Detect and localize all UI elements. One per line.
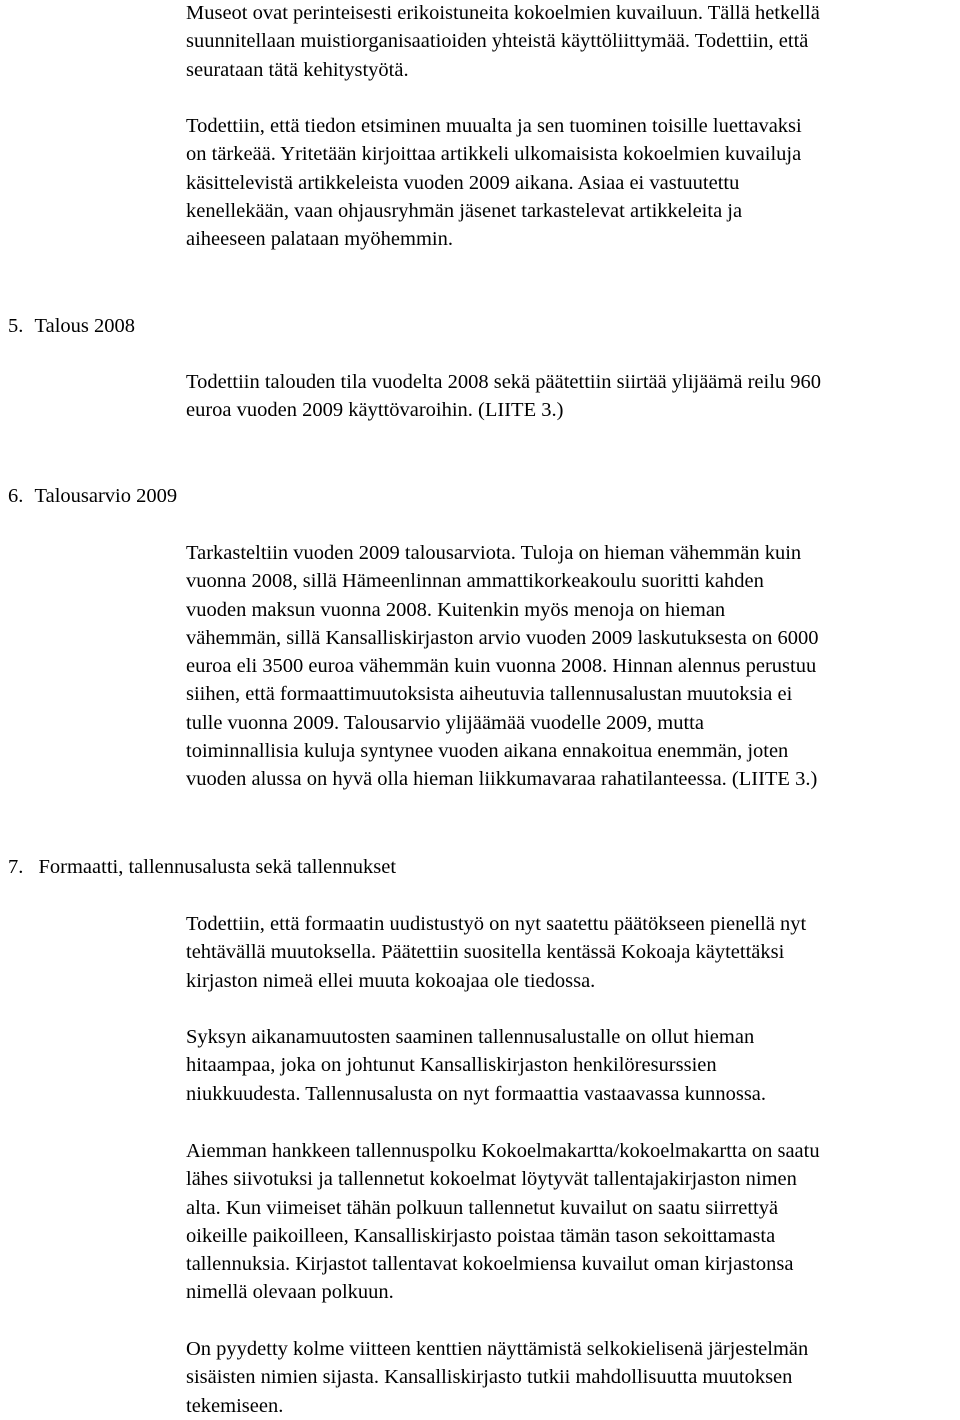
text-line: niukkuudesta. Tallennusalusta on nyt formaattia vastaavassa kunnossa. [186,1082,767,1105]
section-7-paragraph-tallennuspolku [186,1137,956,1307]
section-title: Talousarvio 2009 [34,485,178,507]
section-number: 6. [8,485,24,507]
text-line: On pyydetty kolme viitteen kenttien näyttämistä selkokielisenä järjestelmän [186,1338,809,1360]
text-line: tulle vuonna 2009. Talousarvio ylijäämää vuodelle 2009, mutta [186,711,704,734]
section-7-heading [8,853,396,881]
text-line: hitaampaa, joka on johtunut Kansalliskirjaston henkilöresurssien [186,1054,717,1077]
text-line: käsittelevistä artikkeleista vuoden 2009 aikana. Asiaa ei vastuutettu [186,171,740,194]
text-line: kirjaston nimeä ellei muuta kokoajaa ole tiedossa. [186,969,596,992]
text-line: Todettiin, että formaatin uudistustyö on nyt saatettu päätökseen pienellä nyt [186,913,807,935]
text-line: Tarkasteltiin vuoden 2009 talousarviota. Tuloja on hieman vähemmän kuin [186,542,802,564]
section-6-paragraph [186,539,956,794]
text-line: euroa vuoden 2009 käyttövaroihin. (LIITE 3.) [186,399,564,422]
text-line: tekemiseen. [186,1394,284,1417]
text-line: euroa eli 3500 euroa vähemmän kuin vuonna 2008. Hinnan alennus perustuu [186,655,817,678]
text-line: vuoden maksun vuonna 2008. Kuitenkin myös menoja on hieman [186,598,726,621]
text-line: vähemmän, sillä Kansalliskirjaston arvio vuoden 2009 laskutuksesta on 6000 [186,626,819,649]
text-line: alta. Kun viimeiset tähän polkuun tallennetut kuvailut on saatu siirrettyä [186,1196,779,1219]
text-line: aiheeseen palataan myöhemmin. [186,228,453,251]
section-title: Formaatti, tallennusalusta sekä tallennukset [38,856,397,878]
text-line: vuonna 2008, sillä Hämeenlinnan ammattikorkeakoulu suoritti kahden [186,570,764,593]
section-number: 5. [8,315,24,337]
text-line: Todettiin talouden tila vuodelta 2008 sekä päätettiin siirtää ylijäämä reilu 960 [186,371,822,393]
text-line: toiminnallisia kuluja syntynee vuoden aikana ennakoitua enemmän, joten [186,740,789,763]
section-6-heading [8,482,177,510]
text-line: oikeille paikoilleen, Kansalliskirjasto poistaa tämän tason sekoittamasta [186,1224,776,1247]
text-line: Todettiin, että tiedon etsiminen muualta ja sen tuominen toisille luettavaksi [186,115,802,137]
intro-paragraph [186,0,956,84]
text-line: Syksyn aikanamuutosten saaminen tallennusalustalle on ollut hieman [186,1026,755,1048]
text-line: on tärkeää. Yritetään kirjoittaa artikkeli ulkomaisista kokoelmien kuvailuja [186,143,802,166]
text-line: Museot ovat perinteisesti erikoistuneita kokoelmien kuvailuun. Tällä hetkellä [186,2,820,24]
section-number: 7. [8,856,24,878]
articles-paragraph [186,112,956,253]
text-line: suunnitellaan muistiorganisaatioiden yhteistä käyttöliittymää. Todettiin, että [186,30,809,53]
section-5-paragraph [186,368,956,425]
section-7-paragraph-tallennusalusta [186,1023,956,1108]
text-line: kenellekään, vaan ohjausryhmän jäsenet tarkastelevat artikkeleita ja [186,199,743,222]
section-title: Talous 2008 [34,315,135,337]
text-line: tehtävällä muutoksella. Päätettiin suositella kentässä Kokoaja käytettäksi [186,941,785,964]
text-line: sisäisten nimien sijasta. Kansalliskirjasto tutkii mahdollisuutta muutoksen [186,1366,793,1389]
section-5-heading [8,312,135,340]
text-line: seurataan tätä kehitystyötä. [186,58,409,81]
text-line: Aiemman hankkeen tallennuspolku Kokoelmakartta/kokoelmakartta on saatu [186,1140,820,1162]
text-line: siihen, että formaattimuutoksista aiheutuvia tallennusalustan muutoksia ei [186,683,793,706]
text-line: vuoden alussa on hyvä olla hieman liikkumavaraa rahatilanteessa. (LIITE 3.) [186,768,818,791]
section-7-paragraph-viitteet [186,1335,956,1420]
text-line: lähes siivotuksi ja tallennetut kokoelmat löytyvät tallentajakirjaston nimen [186,1168,797,1191]
section-7-paragraph-formaatti [186,910,956,995]
text-line: tallennuksia. Kirjastot tallentavat kokoelmiensa kuvailut oman kirjastonsa [186,1253,794,1276]
text-line: nimellä olevaan polkuun. [186,1281,394,1304]
